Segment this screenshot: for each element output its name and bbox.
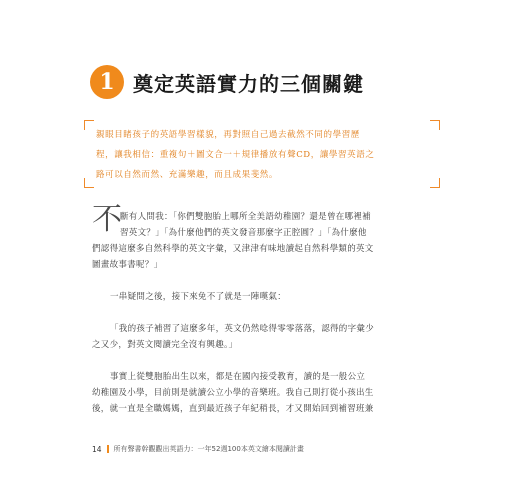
paragraph-line: 事實上從雙胞胎出生以來，都是在國內接受教育，讀的是一般公立: [110, 372, 366, 382]
paragraph-line: 圖畫故事書呢？」: [92, 260, 163, 270]
paragraph-line: 斷有人問我：「你們雙胞胎上哪所全美語幼稚園？還是曾在哪裡補: [120, 212, 371, 222]
paragraph-line: 習英文？」「為什麼他們的英文發音那麼字正腔圓？」「為什麼他: [120, 228, 367, 238]
corner-bracket-icon: [84, 120, 94, 130]
footer-divider: [107, 445, 109, 453]
chapter-heading: [90, 64, 364, 100]
intro-quote-line: 親眼目睹孩子的英語學習樣貌，再對照自己過去截然不同的學習歷: [96, 130, 360, 140]
intro-quote-box: [84, 120, 440, 188]
intro-quote-line: 路可以自然而然、充滿樂趣，而且成果斐然。: [96, 170, 279, 180]
drop-cap: 不: [92, 202, 122, 237]
page-footer: [92, 444, 304, 454]
corner-bracket-icon: [430, 178, 440, 188]
chapter-number-badge: 1: [90, 65, 124, 99]
corner-bracket-icon: [84, 178, 94, 188]
paragraph-line: 一串疑問之後，接下來免不了就是一陣嘆氣：: [110, 292, 287, 302]
corner-bracket-icon: [430, 120, 440, 130]
page-number: 14: [92, 444, 102, 454]
intro-quote-line: 程，讓我相信：重複句＋圖文合一＋規律播放有聲CD，讓學習英語之: [96, 150, 375, 160]
chapter-title: 奠定英語實力的三個關鍵: [133, 71, 364, 96]
paragraph-line: 幼稚園及小學，目前則是就讀公立小學的音樂班。我自己則打從小孩出生: [92, 388, 374, 398]
paragraph-line: 「我的孩子補習了這麼多年，英文仍然唸得零零落落，認得的字彙少: [110, 324, 375, 334]
running-title: 所有聲書幹觀觀出英語力：一年52週100本英文繪本閱讀計畫: [113, 445, 304, 453]
paragraph-line: 們認得這麼多自然科學的英文字彙，又津津有味地讀起自然科學類的英文: [92, 244, 374, 254]
paragraph-line: 後，就一直是全職媽媽，直到最近孩子年紀稍長，才又開始回到補習班兼: [92, 404, 374, 414]
paragraph-line: 之又少，對英文閱讀完全沒有興趣。」: [92, 340, 238, 350]
